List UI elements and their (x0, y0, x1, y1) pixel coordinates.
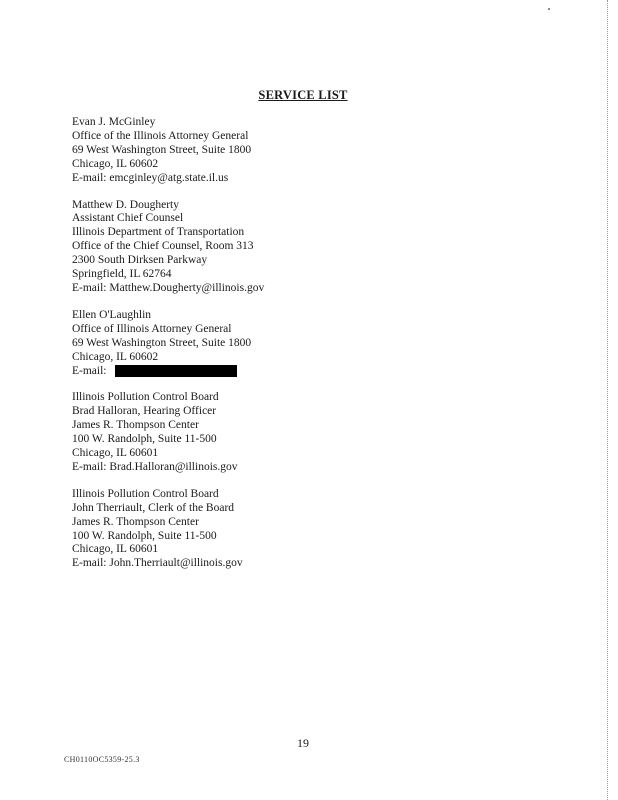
recipient-building: James R. Thompson Center (72, 419, 199, 432)
scan-speck (548, 8, 550, 10)
recipient-name: Matthew D. Dougherty (72, 198, 179, 211)
recipient-block-halloran (72, 391, 372, 474)
recipient-organization: Illinois Pollution Control Board (72, 487, 219, 500)
recipient-organization: Illinois Department of Transportation (72, 226, 245, 239)
recipient-email: E-mail: John.Therriault@illinois.gov (72, 557, 243, 570)
recipient-email-row (72, 365, 372, 379)
recipient-street: 100 W. Randolph, Suite 11-500 (72, 433, 217, 446)
recipient-block-olaughlin (72, 309, 372, 379)
recipient-city: Springfield, IL 62764 (72, 268, 172, 281)
recipient-block-dougherty (72, 199, 372, 296)
recipient-email: E-mail: Matthew.Dougherty@illinois.gov (72, 281, 265, 294)
recipient-office: Office of the Illinois Attorney General (72, 129, 249, 142)
recipient-email: E-mail: emcginley@atg.state.il.us (72, 171, 229, 184)
recipient-name: Evan J. McGinley (72, 116, 156, 128)
recipient-name: Brad Halloran, Hearing Officer (72, 405, 217, 418)
recipient-organization: Illinois Pollution Control Board (72, 391, 219, 404)
page-edge-marks (607, 0, 608, 800)
recipient-city: Chicago, IL 60602 (72, 157, 159, 170)
recipient-office: Office of the Chief Counsel, Room 313 (72, 240, 254, 253)
recipient-city: Chicago, IL 60601 (72, 543, 159, 556)
recipient-email-label: E-mail: (72, 364, 107, 377)
recipient-city: Chicago, IL 60601 (72, 447, 159, 460)
recipient-name: Ellen O'Laughlin (72, 308, 152, 321)
recipient-building: James R. Thompson Center (72, 515, 199, 528)
service-list (72, 116, 372, 584)
recipient-street: 2300 South Dirksen Parkway (72, 254, 208, 267)
recipient-email: E-mail: Brad.Halloran@illinois.gov (72, 460, 238, 473)
document-id: CH0110OC5359-25.3 (64, 755, 140, 764)
recipient-office: Office of Illinois Attorney General (72, 322, 232, 335)
page-title: SERVICE LIST (258, 88, 348, 102)
recipient-block-mcginley (72, 116, 372, 186)
recipient-name: John Therriault, Clerk of the Board (72, 501, 235, 514)
recipient-title: Assistant Chief Counsel (72, 212, 184, 225)
redaction-bar (115, 365, 237, 377)
recipient-block-therriault (72, 488, 372, 571)
page-number: 19 (297, 736, 309, 750)
recipient-street: 69 West Washington Street, Suite 1800 (72, 336, 252, 349)
recipient-street: 100 W. Randolph, Suite 11-500 (72, 529, 217, 542)
recipient-street: 69 West Washington Street, Suite 1800 (72, 143, 252, 156)
recipient-city: Chicago, IL 60602 (72, 350, 159, 363)
